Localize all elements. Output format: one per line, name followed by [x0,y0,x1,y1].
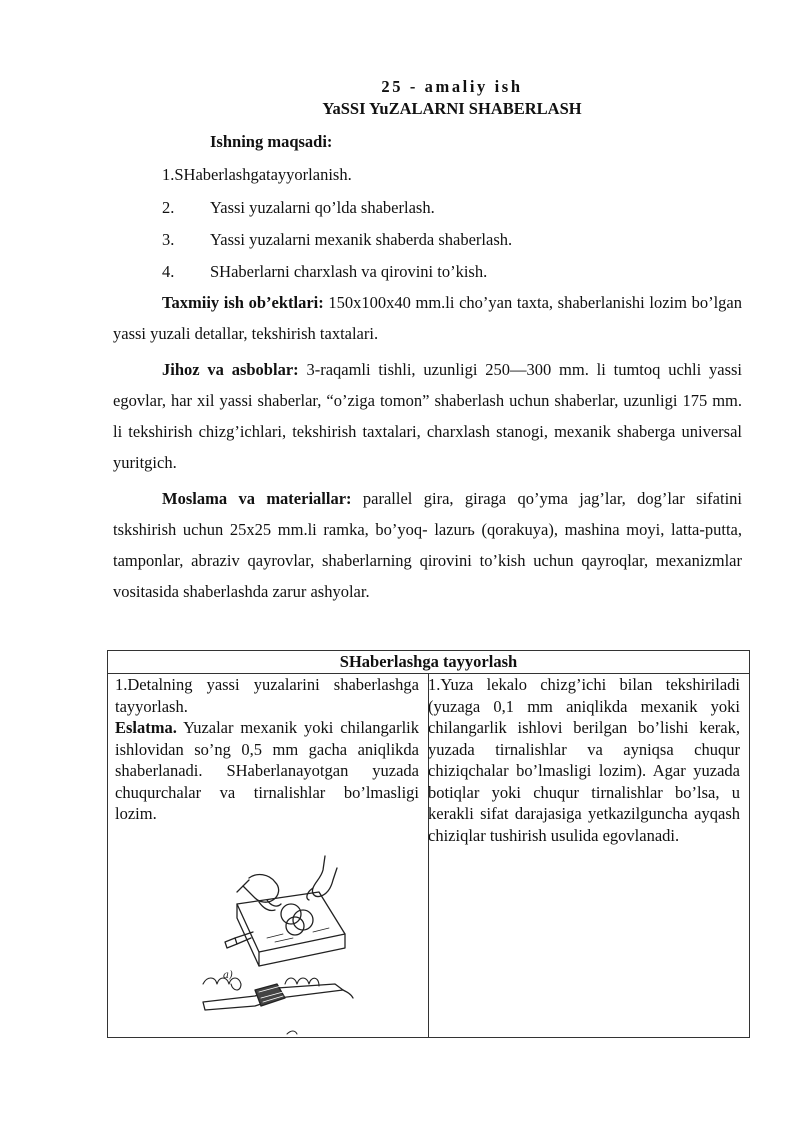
tools-label: Jihoz va asboblar: [162,360,299,379]
goal-item-3 [162,229,512,251]
tools-text: 3-raqamli tishli, uzunligi 250—300 mm. li tumtoq uchli yassi egovlar, har xil yassi shaberlar, “o’ziga tomon” shaberlash uchun shaberlar, uzunligi 175 mm. li tekshirish chizg’ichlari, tekshirish taxtalari, charxlash stanogi, mexanik shaberga universal yuritgich. [113,360,742,472]
goal-item-number: 4. [162,262,175,281]
note-text: Yuzalar mexanik yoki chilangarlik ishlovidan so’ng 0,5 mm gacha aniqlikda shaberlanadi. SHaberlanayotgan yuzada chuqurchalar va tirnalishlar bo’lmasligi lozim. [115,718,419,823]
page-title: YaSSI YuZALARNI SHABERLASH [322,99,582,118]
objects-label: Taxmiiy ish ob’ektlari: [162,293,324,312]
step-text: 1.Detalning yassi yuzalarini shaberlashga tayyorlash. [115,675,419,716]
goal-item-text: SHaberlarni charxlash va qirovini to’kish. [210,262,488,281]
practical-number: 25 - amaliy ish [381,77,523,96]
goal-item-1: 1.SHaberlashgatayyorlanish. [162,165,352,184]
materials-paragraph [113,483,742,607]
tools-paragraph [113,354,742,478]
note-label: Eslatma. [115,718,177,737]
materials-text: parallel gira, giraga qo’yma jag’lar, dog’lar sifatini tskshirish uchun 25x25 mm.li ramka, bo’yoq- lazurь (qorakuya), mashina moyi, latta-putta, tamponlar, abraziv qayrovlar, shaberlarning qirovini to’kish uchun qayroqlar, mexanizmlar vositasida shaberlashda zarur ashyolar. [113,489,742,601]
scraping-illustration [197,852,357,1042]
goal-item-number: 2. [162,198,175,217]
preparation-table [107,650,750,1038]
note-paragraph [115,717,419,825]
goal-item-text: Yassi yuzalarni qo’lda shaberlash. [210,198,435,217]
objects-paragraph [113,287,742,349]
goal-item-4 [162,261,487,283]
figure-label: a) [223,970,233,981]
goal-item-text: Yassi yuzalarni mexanik shaberda shaberlash. [210,230,513,249]
objects-text: 150x100x40 mm.li cho’yan taxta, shaberlanishi lozim bo’lgan yassi yuzali detallar, tekshirish taxtalari. [113,293,742,343]
goal-item-number: 3. [162,230,175,249]
check-text: 1.Yuza lekalo chizg’ichi bilan tekshiriladi (yuzaga 0,1 mm aniqlikda mexanik yoki chilangarlik ishlovi berilgan bo’lishi kerak, yuzada tirnalishlar va ayniqsa chuqur chiziqchalar bo’lmasligi lozim). Agar yuzada botiqlar yoki chuqur tirnalishlar bo’lsa, u kerakli sifat darajasiga yetkazilguncha ayqash chiziqlar tushirish usulida egovlanadi. [428,675,740,845]
materials-label: Moslama va materiallar: [162,489,352,508]
table-cell-left [115,674,419,981]
goals-label: Ishning maqsadi: [210,132,333,151]
table-header: SHaberlashga tayyorlash [108,651,749,674]
goal-item-2 [162,197,435,219]
table-cell-right [428,674,740,846]
